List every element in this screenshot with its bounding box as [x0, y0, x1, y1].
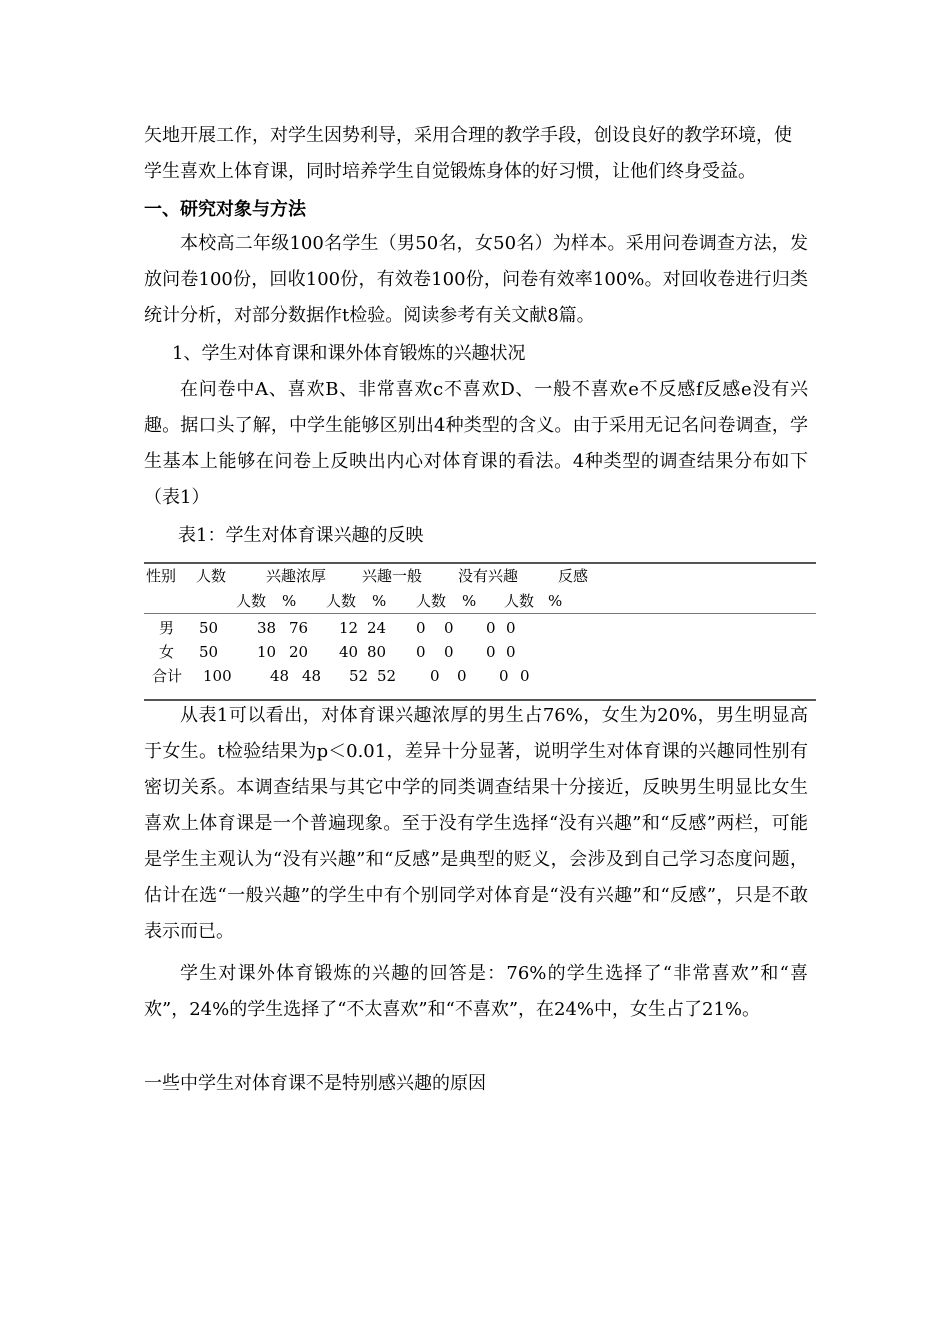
intro-line-2: 学生喜欢上体育课，同时培养学生自觉锻炼身体的好习惯，让他们终身受益。 — [144, 161, 756, 182]
subheader-pct: % — [282, 592, 297, 610]
subheader-pct: % — [372, 592, 387, 610]
intro-line-1: 矢地开展工作，对学生因势利导，采用合理的教学手段，创设良好的教学环境，使 — [144, 125, 792, 146]
subheader-pct: % — [462, 592, 477, 610]
table-header-rule — [144, 613, 816, 614]
table-cell: 0 — [457, 667, 467, 685]
table-cell: 0 — [520, 667, 530, 685]
header-gender: 性别 — [146, 567, 177, 585]
table-cell: 52 — [349, 667, 369, 685]
table-cell: 100 — [203, 667, 232, 685]
table-cell: 合计 — [152, 667, 183, 685]
table-cell: 76 — [289, 619, 309, 637]
table-cell: 48 — [302, 667, 322, 685]
table-cell: 0 — [506, 643, 516, 661]
subheader-count: 人数 — [326, 592, 357, 610]
subheader-count: 人数 — [504, 592, 535, 610]
table-cell: 50 — [199, 643, 219, 661]
survey-paragraph: 在问卷中A、喜欢B、非常喜欢c不喜欢D、一般不喜欢e不反感f反感e没有兴趣。据口头了解，中学生能够区别出4种类型的含义。由于采用无记名问卷调查，学生基本上能够在问卷上反映出内心对体育课的看法。4种类型的调查结果分布如下（表1） — [144, 379, 808, 508]
header-aversion: 反感 — [558, 567, 589, 585]
table-cell: 男 — [159, 619, 175, 637]
analysis-paragraph: 从表1可以看出，对体育课兴趣浓厚的男生占76%，女生为20%，男生明显高于女生。t检验结果为p＜0.01，差异十分显著，说明学生对体育课的兴趣同性别有密切关系。本调查结果与其它中学的同类调查结果十分接近，反映男生明显比女生喜欢上体育课是一个普遍现象。至于没有学生选择“没有兴趣”和“反感”两栏，可能是学生主观认为“没有兴趣”和“反感”是典型的贬义，会涉及到自己学习态度问题，估计在选“一般兴趣”的学生中有个别同学对体育是“没有兴趣”和“反感”，只是不敢表示而已。 — [144, 705, 808, 942]
table-cell: 20 — [289, 643, 309, 661]
section-title: 一、研究对象与方法 — [144, 199, 306, 220]
table-cell: 0 — [506, 619, 516, 637]
subheader-count: 人数 — [236, 592, 267, 610]
interest-table — [144, 562, 816, 702]
table-cell: 12 — [339, 619, 359, 637]
table-cell: 0 — [416, 643, 426, 661]
table-cell: 48 — [270, 667, 290, 685]
table-cell: 0 — [444, 619, 454, 637]
subheader-pct: % — [548, 592, 563, 610]
extracurricular-paragraph: 学生对课外体育锻炼的兴趣的回答是：76%的学生选择了“非常喜欢”和“喜欢”，24%的学生选择了“不太喜欢”和“不喜欢”，在24%中，女生占了21%。 — [144, 963, 808, 1020]
table-cell: 50 — [199, 619, 219, 637]
header-strong: 兴趣浓厚 — [266, 567, 327, 585]
table-cell: 女 — [159, 643, 175, 661]
table-cell: 52 — [377, 667, 397, 685]
subheader-count: 人数 — [416, 592, 447, 610]
table-cell: 40 — [339, 643, 359, 661]
table-cell: 0 — [499, 667, 509, 685]
header-general: 兴趣一般 — [362, 567, 423, 585]
table-cell: 0 — [416, 619, 426, 637]
subsection-title: 1、学生对体育课和课外体育锻炼的兴趣状况 — [172, 343, 526, 364]
table-cell: 0 — [430, 667, 440, 685]
table-cell: 0 — [444, 643, 454, 661]
table-cell: 24 — [367, 619, 387, 637]
header-count: 人数 — [196, 567, 227, 585]
table-caption: 表1：学生对体育课兴趣的反映 — [178, 525, 424, 546]
table-cell: 38 — [257, 619, 277, 637]
table-top-rule — [144, 562, 816, 564]
closing-line: 一些中学生对体育课不是特别感兴趣的原因 — [144, 1073, 486, 1094]
table-cell: 80 — [367, 643, 387, 661]
method-paragraph: 本校高二年级100名学生（男50名，女50名）为样本。采用问卷调查方法，发放问卷100份，回收100份，有效卷100份，问卷有效率100%。对回收卷进行归类统计分析，对部分数据作t检验。阅读参考有关文献8篇。 — [144, 233, 808, 326]
header-none: 没有兴趣 — [458, 567, 519, 585]
table-cell: 0 — [486, 619, 496, 637]
table-cell: 10 — [257, 643, 277, 661]
table-cell: 0 — [486, 643, 496, 661]
